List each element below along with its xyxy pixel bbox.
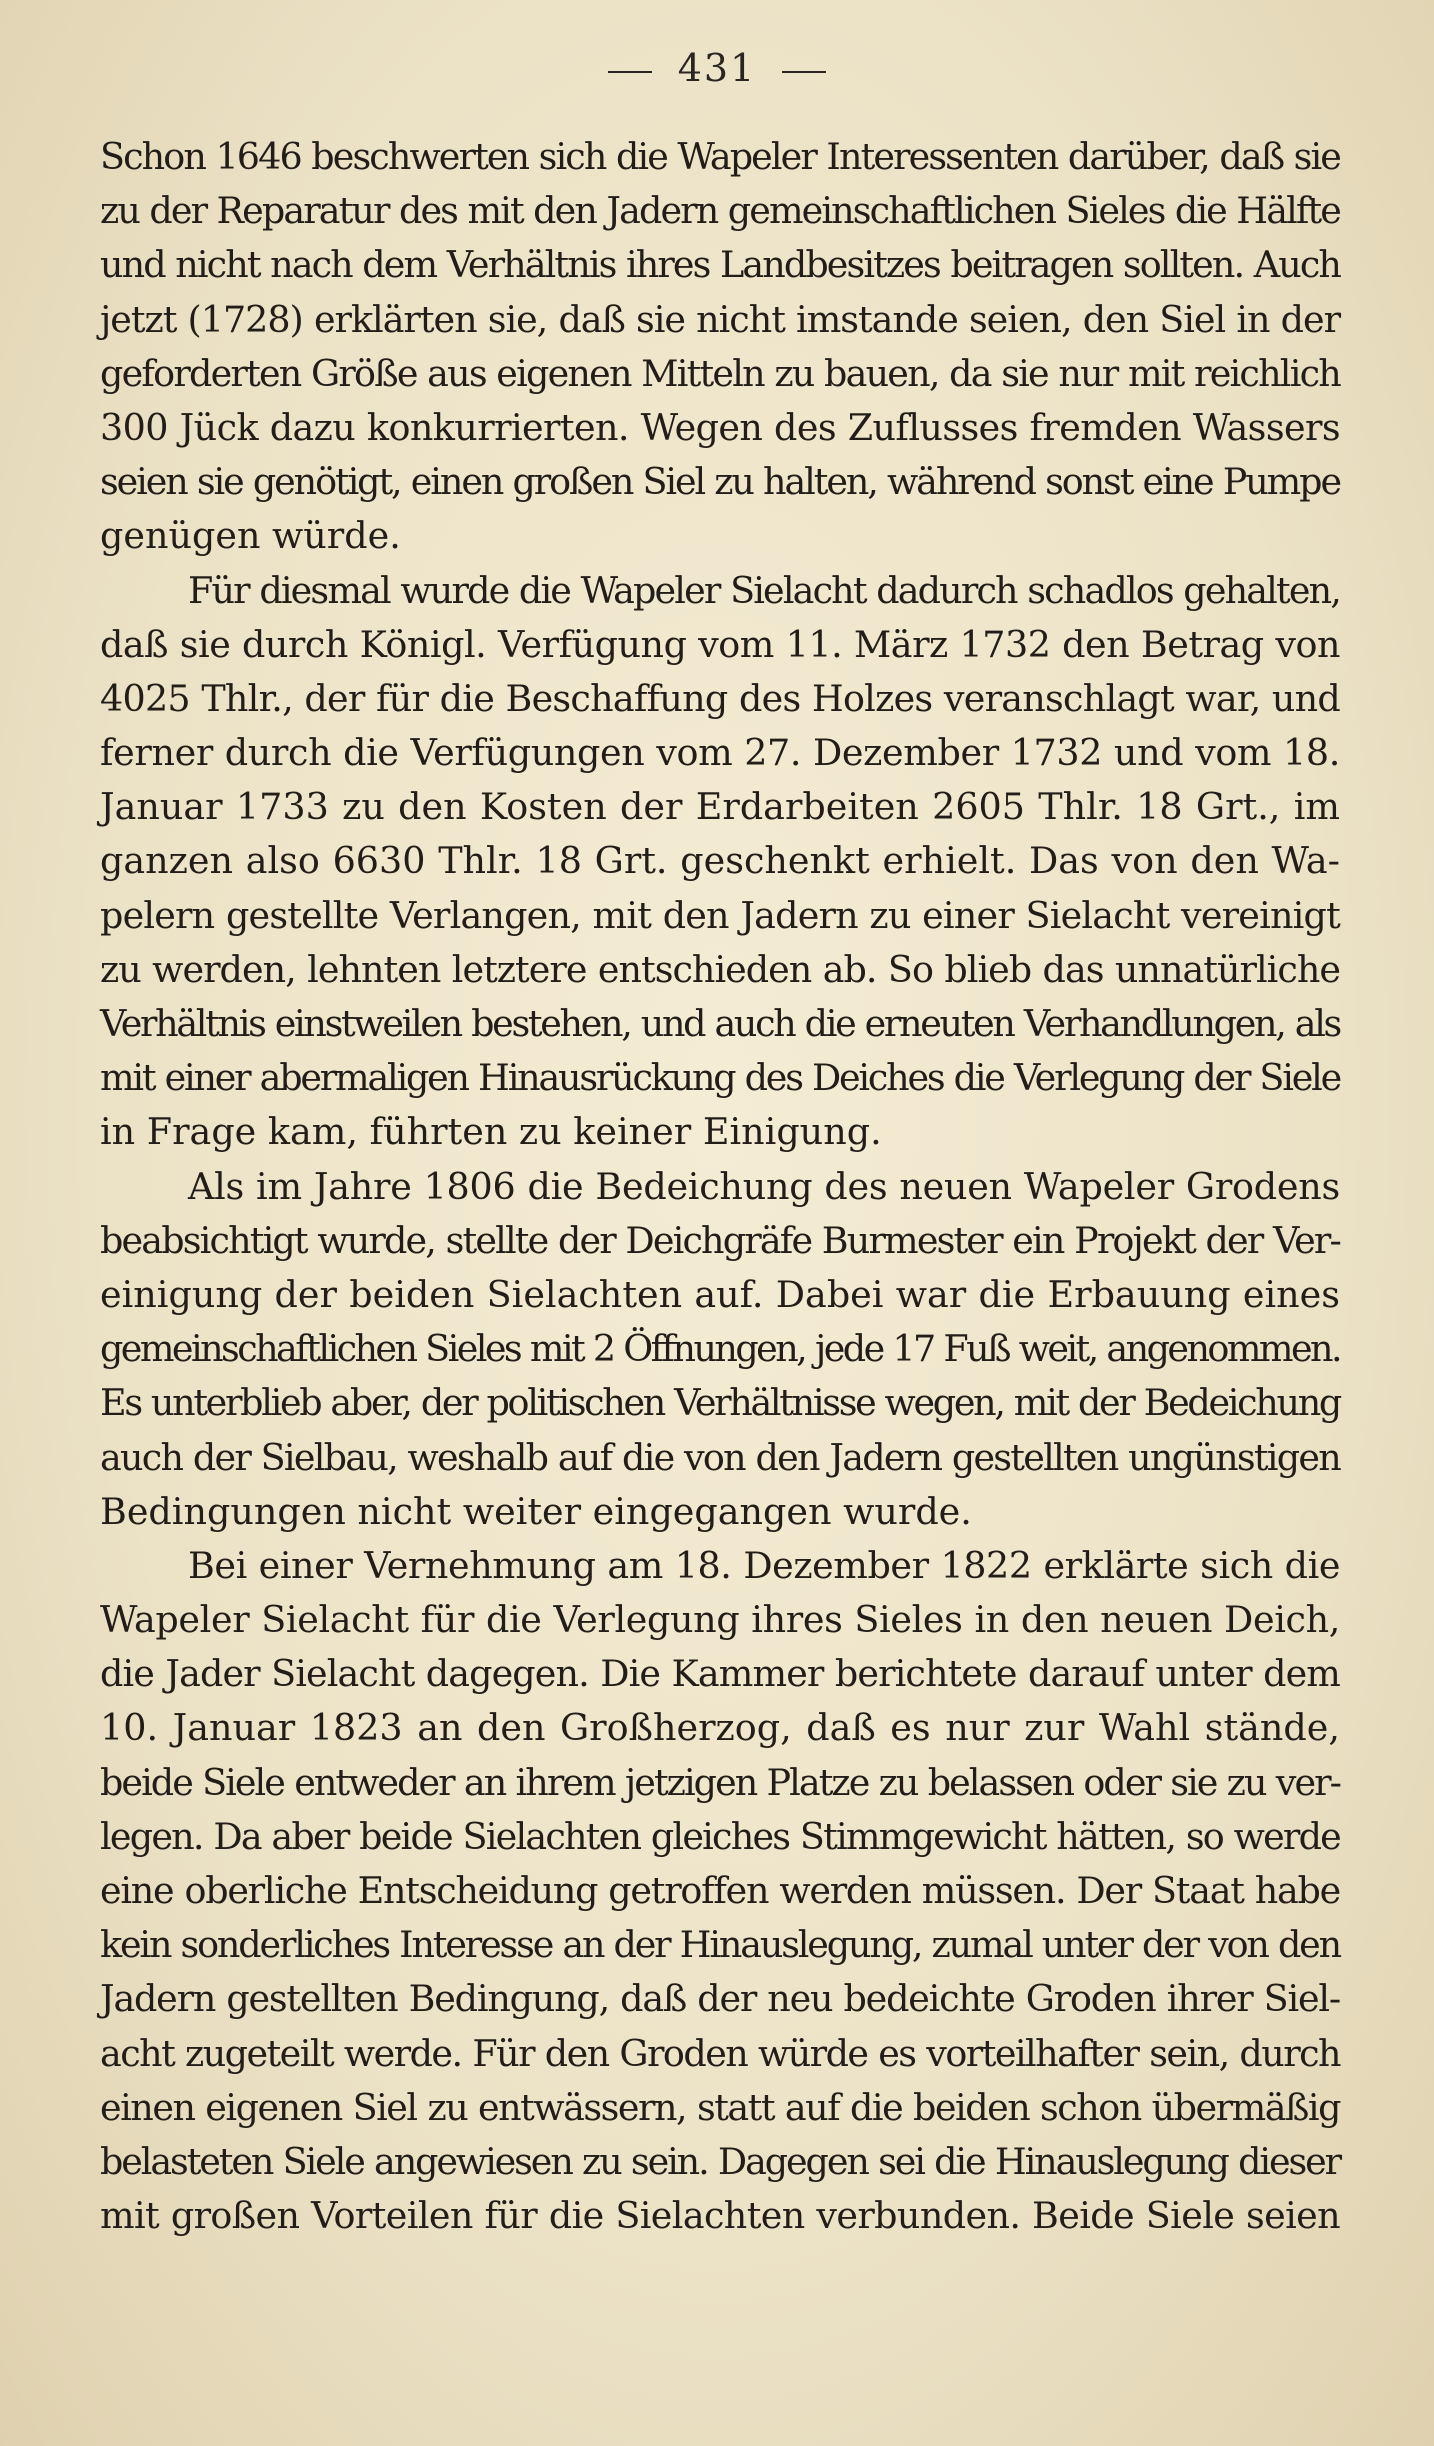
- text-line: belasteten Siele angewiesen zu sein. Dagegen sei die Hinauslegung dieser: [100, 2139, 1340, 2183]
- text-line: Es unterblieb aber, der politischen Verhältnisse wegen, mit der Bedeichung: [100, 1381, 1340, 1425]
- text-line: Als im Jahre 1806 die Bedeichung des neuen Wapeler Grodens: [188, 1164, 1340, 1208]
- text-line: daß sie durch Königl. Verfügung vom 11. März 1732 den Betrag von: [100, 622, 1340, 666]
- text-line: beabsichtigt wurde, stellte der Deichgräfe Burmester ein Projekt der Ver-: [100, 1218, 1340, 1262]
- text-line: legen. Da aber beide Sielachten gleiches Stimmgewicht hätten, so werde: [100, 1814, 1340, 1858]
- text-line: Schon 1646 beschwerten sich die Wapeler Interessenten darüber, daß sie: [100, 135, 1340, 178]
- right-dash: [782, 71, 826, 73]
- text-line: mit großen Vorteilen für die Sielachten verbunden. Beide Siele seien: [100, 2194, 1340, 2238]
- text-line: gemeinschaftlichen Sieles mit 2 Öffnungen, jede 17 Fuß weit, angenommen.: [100, 1327, 1340, 1371]
- text-line: acht zugeteilt werde. Für den Groden würde es vorteilhafter sein, durch: [100, 2031, 1340, 2075]
- text-line: Bei einer Vernehmung am 18. Dezember 1822 erklärte sich die: [188, 1543, 1340, 1587]
- text-line: Für diesmal wurde die Wapeler Sielacht dadurch schadlos gehalten,: [188, 568, 1340, 612]
- text-line: eine oberliche Entscheidung getroffen werden müssen. Der Staat habe: [100, 1869, 1340, 1912]
- page-number: [0, 46, 1434, 90]
- text-line: ganzen also 6630 Thlr. 18 Grt. geschenkt erhielt. Das von den Wa-: [100, 839, 1340, 883]
- text-line: Verhältnis einstweilen bestehen, und auch die erneuten Verhandlungen, als: [100, 1002, 1340, 1045]
- text-line: Wapeler Sielacht für die Verlegung ihres Sieles in den neuen Deich,: [100, 1598, 1340, 1642]
- text-line: beide Siele entweder an ihrem jetzigen Platze zu belassen oder sie zu ver-: [100, 1760, 1340, 1804]
- text-line: Januar 1733 zu den Kosten der Erdarbeiten 2605 Thlr. 18 Grt., im: [100, 785, 1340, 829]
- text-line: 4025 Thlr., der für die Beschaffung des Holzes veranschlagt war, und: [100, 676, 1340, 720]
- text-line: zu werden, lehnten letztere entschieden ab. So blieb das unnatürliche: [100, 947, 1340, 991]
- text-line: Bedingungen nicht weiter eingegangen wurde.: [100, 1489, 972, 1533]
- text-line: in Frage kam, führten zu keiner Einigung.: [100, 1110, 882, 1154]
- text-line: 10. Januar 1823 an den Großherzog, daß es nur zur Wahl stände,: [100, 1706, 1340, 1750]
- text-line: geforderten Größe aus eigenen Mitteln zu bauen, da sie nur mit reichlich: [100, 351, 1340, 395]
- text-line: zu der Reparatur des mit den Jadern gemeinschaftlichen Sieles die Hälfte: [100, 189, 1340, 233]
- text-line: seien sie genötigt, einen großen Siel zu halten, während sonst eine Pumpe: [100, 460, 1340, 504]
- text-line: einen eigenen Siel zu entwässern, statt auf die beiden schon übermäßig: [100, 2085, 1340, 2129]
- text-line: auch der Sielbau, weshalb auf die von den Jadern gestellten ungünstigen: [100, 1435, 1340, 1479]
- body-text: [100, 130, 1340, 2243]
- text-line: 300 Jück dazu konkurrierten. Wegen des Zuflusses fremden Wassers: [100, 405, 1340, 449]
- text-line: mit einer abermaligen Hinausrückung des Deiches die Verlegung der Siele: [100, 1056, 1340, 1100]
- text-line: Jadern gestellten Bedingung, daß der neu bedeichte Groden ihrer Siel-: [100, 1977, 1340, 2021]
- text-line: pelern gestellte Verlangen, mit den Jadern zu einer Sielacht vereinigt: [100, 893, 1340, 937]
- text-line: kein sonderliches Interesse an der Hinauslegung, zumal unter der von den: [100, 1923, 1340, 1967]
- text-line: jetzt (1728) erklärten sie, daß sie nicht imstande seien, den Siel in der: [100, 297, 1340, 341]
- text-line: ferner durch die Verfügungen vom 27. Dezember 1732 und vom 18.: [100, 731, 1340, 775]
- text-line: genügen würde.: [100, 514, 401, 558]
- left-dash: [608, 71, 652, 73]
- text-line: die Jader Sielacht dagegen. Die Kammer berichtete darauf unter dem: [100, 1652, 1340, 1696]
- text-line: und nicht nach dem Verhältnis ihres Landbesitzes beitragen sollten. Auch: [100, 243, 1340, 287]
- text-line: einigung der beiden Sielachten auf. Dabei war die Erbauung eines: [100, 1272, 1340, 1316]
- page-number-value: 431: [677, 46, 757, 90]
